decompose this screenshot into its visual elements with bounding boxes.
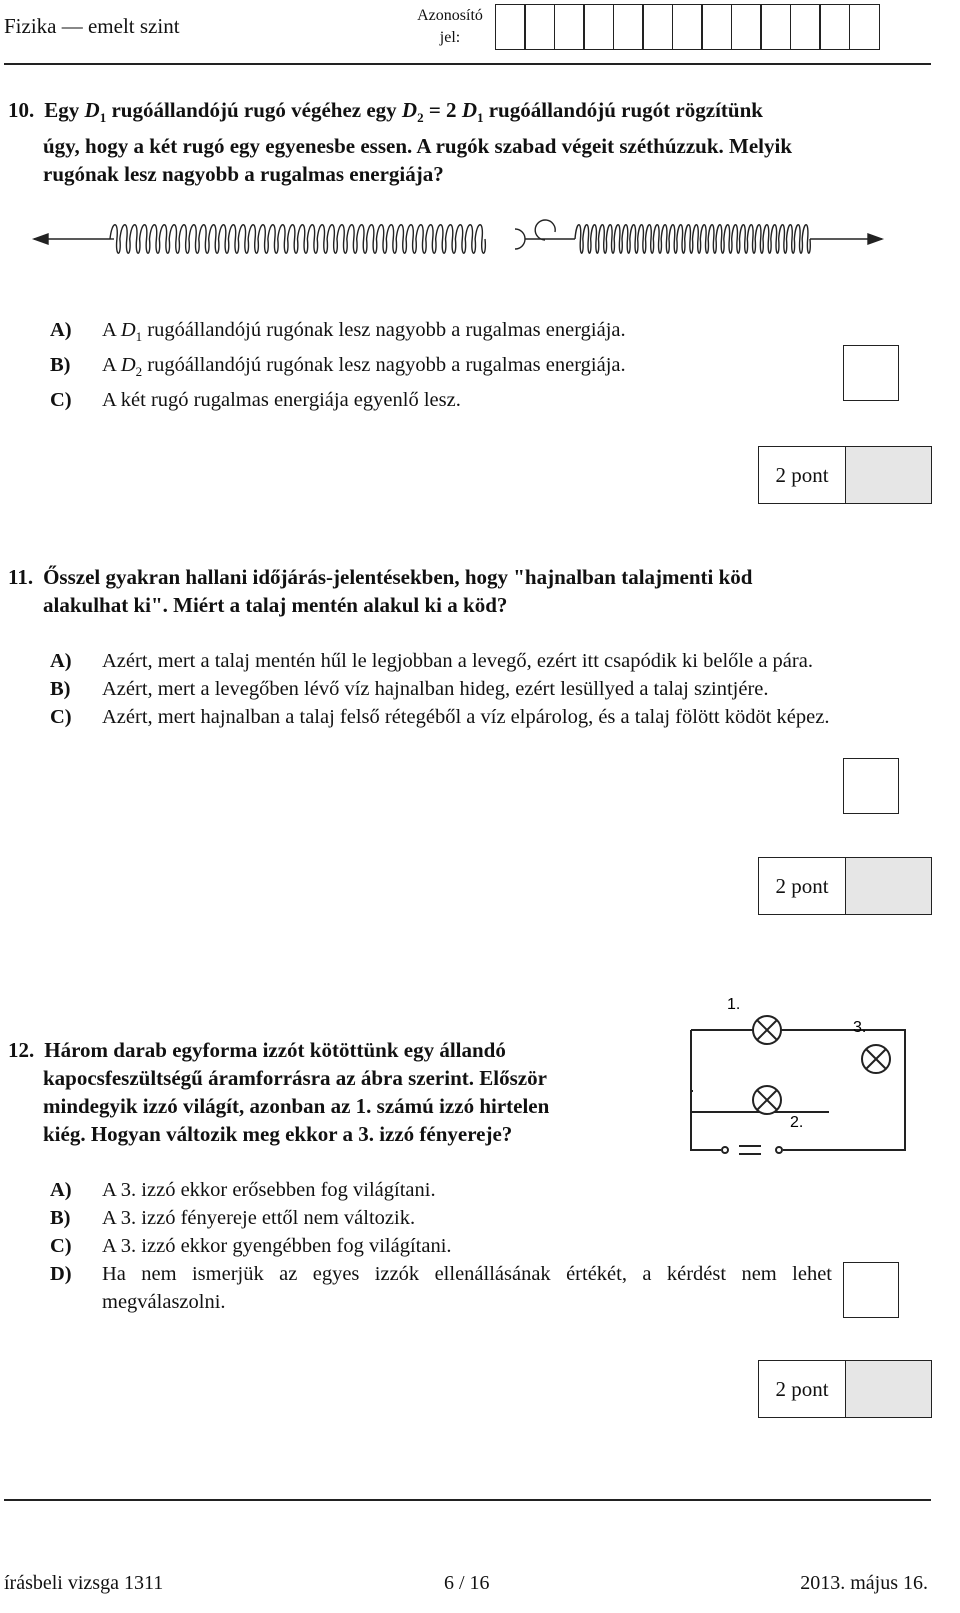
question-10-options (50, 316, 832, 414)
id-box[interactable] (495, 4, 526, 50)
footer-divider (4, 1499, 931, 1501)
page-header-title: Fizika — emelt szint (4, 14, 180, 38)
option-d[interactable]: D) Ha nem ismerjük az egyes izzók ellenállásának értékét, a kérdést nem lehet megválaszolni. (50, 1263, 832, 1313)
id-box[interactable] (701, 4, 732, 50)
id-box[interactable] (760, 4, 791, 50)
question-12-options (50, 1176, 832, 1316)
spring-d1-coils (110, 225, 485, 254)
bulb-3-label: 3. (853, 1019, 867, 1036)
id-box[interactable] (524, 4, 555, 50)
springs-diagram (30, 214, 890, 264)
bulb-2 (753, 1086, 781, 1114)
id-box[interactable] (554, 4, 585, 50)
points-box-q11: 2 pont (758, 857, 932, 915)
score-field-q12[interactable] (846, 1360, 932, 1418)
option-a[interactable]: A) Azért, mert a talaj mentén hűl le legjobban a levegő, ezért itt csapódik ki belőle a pára. (50, 650, 813, 672)
id-box[interactable] (849, 4, 880, 50)
right-arrow-head (868, 234, 882, 244)
bulb-1-label: 1. (727, 996, 741, 1013)
id-box[interactable] (672, 4, 703, 50)
id-code-boxes (496, 4, 880, 50)
id-box[interactable] (731, 4, 762, 50)
option-b[interactable]: B) A 3. izzó fényereje ettől nem változik. (50, 1207, 416, 1229)
points-box-q10: 2 pont (758, 446, 932, 504)
bulb-3 (862, 1045, 890, 1073)
answer-box-q11[interactable] (843, 758, 899, 814)
id-box[interactable] (819, 4, 850, 50)
option-b[interactable]: B) Azért, mert a levegőben lévő víz hajnalban hideg, ezért lesüllyed a talaj szintjére. (50, 678, 769, 700)
footer-page-number: 6 / 16 (444, 1572, 490, 1594)
bulb-1 (753, 1016, 781, 1044)
id-box[interactable] (642, 4, 673, 50)
question-12-text: 12. Három darab egyforma izzót kötöttünk egy állandó kapocsfeszültségű áramforrásra az ábra szerint. Először mindegyik izzó világít, azonban az 1. számú izzó hirtelen kiég. Hogyan változik meg ekkor a 3. izzó fényereje? (8, 1038, 550, 1146)
id-label: Azonosító jel: (417, 7, 483, 46)
footer-date: 2013. május 16. (800, 1572, 928, 1594)
question-11-text: 11. Ősszel gyakran hallani időjárás-jelentésekben, hogy "hajnalban talajmenti köd alakulhat ki". Miért a talaj mentén alakul ki a köd? (8, 565, 753, 617)
score-field-q11[interactable] (846, 857, 932, 915)
id-box[interactable] (583, 4, 614, 50)
option-a[interactable]: A) A $D_1$ rugóállandójú rugónak lesz nagyobb a rugalmas energiája. (50, 319, 626, 345)
circuit-wire (691, 1112, 721, 1150)
voltage-source (722, 1146, 782, 1154)
id-box[interactable] (613, 4, 644, 50)
id-box[interactable] (790, 4, 821, 50)
option-b[interactable]: B) A $D_2$ rugóállandójú rugónak lesz nagyobb a rugalmas energiája. (50, 354, 626, 380)
hook-right (535, 220, 555, 240)
bulb-2-label: 2. (790, 1114, 804, 1131)
option-a[interactable]: A) A 3. izzó ekkor erősebben fog világítani. (50, 1179, 436, 1201)
answer-box-q10[interactable] (843, 345, 899, 401)
header-divider (4, 63, 931, 65)
option-c[interactable]: C) Azért, mert hajnalban a talaj felső rétegéből a víz elpárolog, és a talaj fölött ködöt képez. (50, 706, 830, 728)
question-11-options (50, 647, 832, 731)
score-field-q10[interactable] (846, 446, 932, 504)
spring-d2-coils (575, 225, 810, 254)
question-10-text: 10. Egy $D_1$ rugóállandójú rugó végéhez egy $D_2 = 2$ $D_1$ rugóállandójú rugót rögzítünk úgy, hogy a két rugó egy egyenesbe essen. A rugók szabad végeit széthúzzuk. Melyik rugónak lesz nagyobb a rugalmas energiája? (8, 98, 792, 187)
option-c[interactable]: C) A 3. izzó ekkor gyengébben fog világítani. (50, 1235, 452, 1257)
points-box-q12: 2 pont (758, 1360, 932, 1418)
option-c[interactable]: C) A két rugó rugalmas energiája egyenlő lesz. (50, 389, 461, 412)
footer-exam-code: írásbeli vizsga 1311 (4, 1572, 164, 1594)
hook-left (515, 229, 525, 249)
answer-box-q12[interactable] (843, 1262, 899, 1318)
circuit-diagram (655, 990, 940, 1170)
left-arrow-head (34, 234, 48, 244)
